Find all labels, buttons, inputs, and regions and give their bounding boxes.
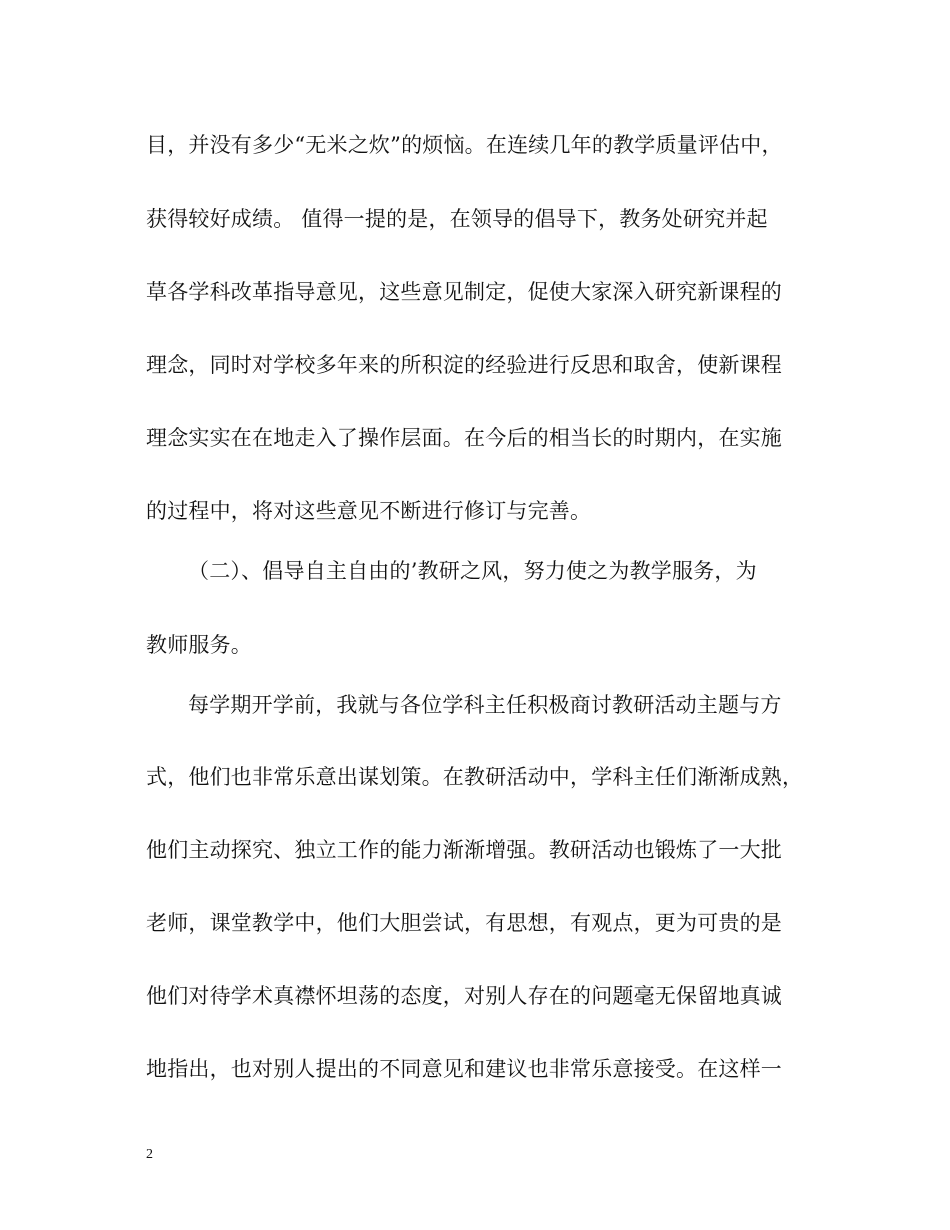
text-line: 草各学科改革指导意见，这些意见制定，促使大家深入研究新课程的 xyxy=(146,280,782,304)
text-line: 地指出，也对别人提出的不同意见和建议也非常乐意接受。在这样一 xyxy=(146,1057,782,1081)
text-line: 老师，课堂教学中，他们大胆尝试，有思想，有观点，更为可贵的是 xyxy=(146,911,782,935)
page-number: 2 xyxy=(146,1147,153,1162)
text-line: 他们对待学术真襟怀坦荡的态度，对别人存在的问题毫无保留地真诚 xyxy=(146,984,782,1008)
section-heading-line: 教师服务。 xyxy=(146,633,252,657)
paragraph-first-line: 每学期开学前，我就与各位学科主任积极商讨教研活动主题与方 xyxy=(188,693,782,717)
text-line: 目，并没有多少“无米之炊”的烦恼。在连续几年的教学质量评估中， xyxy=(146,133,783,157)
text-line: 获得较好成绩。 值得一提的是，在领导的倡导下，教务处研究并起 xyxy=(146,207,768,231)
text-line: 理念，同时对学校多年来的所积淀的经验进行反思和取舍，使新课程 xyxy=(146,353,782,377)
text-line: 他们主动探究、独立工作的能力渐渐增强。教研活动也锻炼了一大批 xyxy=(146,838,782,862)
section-heading-line: （二）、倡导自主自由的’教研之风，努力使之为教学服务，为 xyxy=(188,559,757,583)
text-line: 的过程中，将对这些意见不断进行修订与完善。 xyxy=(146,499,592,523)
text-line: 式，他们也非常乐意出谋划策。在教研活动中，学科主任们渐渐成熟， xyxy=(146,765,804,789)
text-line: 理念实实在在地走入了操作层面。在今后的相当长的时期内，在实施 xyxy=(146,426,782,450)
